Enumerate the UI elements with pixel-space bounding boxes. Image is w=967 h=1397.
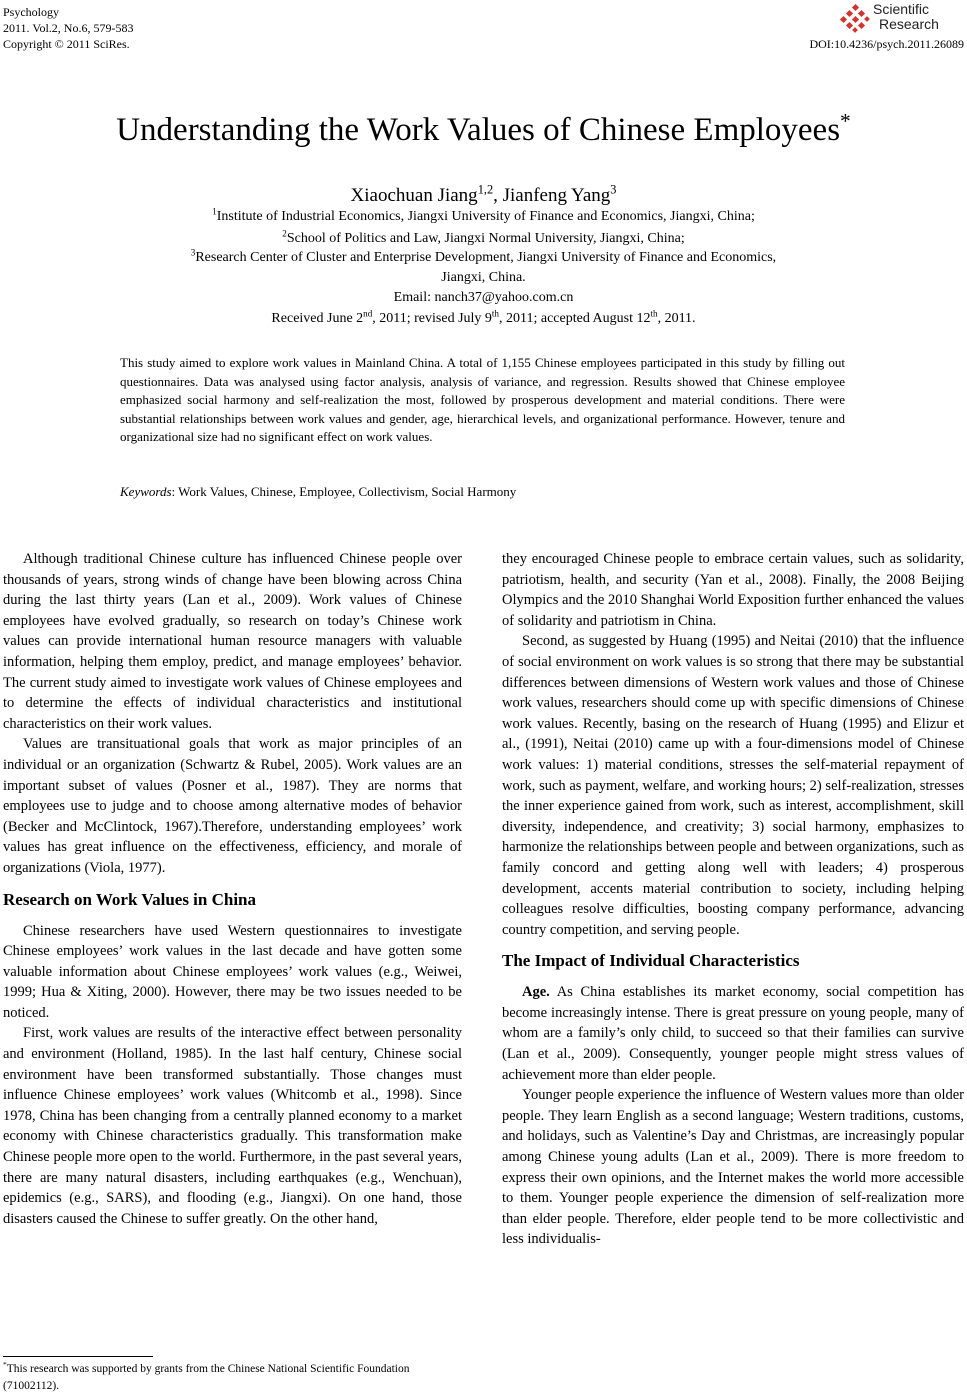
- footnote: *This research was supported by grants from the Chinese National Scientific Foundation (71002112).: [3, 1360, 410, 1392]
- paragraph: they encouraged Chinese people to embrace certain values, such as solidarity, patriotism, health, and security (Yan et al., 2008). Finally, the 2008 Beijing Olympics and the 2010 Shanghai World Exposition further enhanced the values of solidarity and patriotism in China.: [502, 551, 964, 629]
- paper-title: Understanding the Work Values of Chinese Employees*: [116, 109, 851, 148]
- email: Email: nanch37@yahoo.com.cn: [393, 290, 574, 305]
- received-dates: Received June 2nd, 2011; revised July 9th, 2011; accepted August 12th, 2011.: [271, 308, 696, 326]
- publisher-logo-icon: [839, 4, 871, 34]
- left-column: [3, 549, 462, 1229]
- right-column: [502, 549, 964, 1250]
- subheading-lead: Age.: [522, 984, 550, 1001]
- author-list: Xiaochuan Jiang$^{1,2}$, Jianfeng Yang$^3$: [350, 182, 617, 206]
- footnote-rule: [3, 1356, 153, 1357]
- affiliation-3: $^3$Research Center of Cluster and Enterprise Development, Jiangxi University of Finance and Economics,: [190, 247, 777, 265]
- paragraph: Although traditional Chinese culture has influenced Chinese people over thousands of years, strong winds of change have been blowing across China during the last thirty years (Lan et al., 2009). Work values of Chinese employees have evolved gradually, so research on today’s Chinese work values can provide international human resource managers with valuable information, helping them employ, predict, and manage employees’ behavior. The current study aimed to investigate work values of Chinese employees and to determine the effects of individual characteristics and institutional characteristics on their work values.: [3, 551, 462, 732]
- paragraph: First, work values are results of the interactive effect between personality and environment (Holland, 1985). In the last half century, Chinese social environment have been transformed substantially. Those changes must influence Chinese employees’ work values (Whitcomb et al., 1998). Since 1978, China has been changing from a centrally planned economy to a market economy with Chinese characteristics gradually. This transformation make Chinese people more open to the world. Furthermore, in the past several years, there are many natural disasters, including earthquakes (e.g., Wenchuan), epidemics (e.g., SARS), and flooding (e.g., Jiangxi). On one hand, those disasters caused the Chinese to suffer greatly. On the other hand,: [3, 1025, 462, 1227]
- keywords-label: Keywords: [120, 484, 172, 499]
- paragraph: Age. As China establishes its market economy, social competition has become increasingly intense. There is great pressure on young people, many of whom are a family’s only child, to succeed so that their families can survive (Lan et al., 2009). Consequently, younger people might stress values of achievement more than elder people.: [502, 984, 964, 1083]
- doi: DOI:10.4236/psych.2011.26089: [809, 37, 964, 51]
- section-heading: The Impact of Individual Characteristics: [502, 951, 800, 971]
- journal-name: Psychology: [3, 5, 60, 19]
- publisher-name: Scientific Research: [873, 1, 939, 32]
- paragraph: Chinese researchers have used Western questionnaires to investigate Chinese employees’ work values in the last decade and have gotten some valuable information about Chinese employees’ work values (e.g., Weiwei, 1999; Hua & Xiting, 2000). However, there may be two issues needed to be noticed.: [3, 922, 462, 1021]
- paragraph: Younger people experience the influence of Western values more than older people. They learn English as a second language; Western traditions, customs, and holidays, such as Valentine’s Day and Christmas, are increasingly popular among Chinese young adults (Lan et al., 2009). There is more freedom to express their own opinions, and the Internet makes the world more accessible to them. Younger people experience the dimension of self-realization more than elder people. Therefore, elder people tend to be more collectivistic and less individualis-: [502, 1087, 964, 1248]
- affiliation-2: $^2$School of Politics and Law, Jiangxi Normal University, Jiangxi, China;: [282, 228, 685, 246]
- paragraph: Second, as suggested by Huang (1995) and Neitai (2010) that the influence of social environment on work values is so strong that there may be substantial differences between dimensions of Western work values and those of Chinese work values, researchers should come up with specific dimensions of Chinese work values. Recently, basing on the research of Huang (1995) and Elizur et al., (1991), Neitai (2010) came up with a four-dimensions model of Chinese work values: 1) material conditions, stresses the self-material repayment of work, such as payment, welfare, and working hours; 2) self-realization, stresses the inner experience gained from work, such as interest, accomplishment, skill diversity, independence, and creativity; 3) social harmony, emphasizes to harmonize the relationships between people and between organizations, such as family concord and getting along well with leaders; 4) prosperous development, accents material contribution to society, including helping colleagues resolve difficulties, boosting company performance, advancing country competition, and serving people.: [502, 633, 964, 938]
- abstract: This study aimed to explore work values in Mainland China. A total of 1,155 Chinese employees participated in this study by filling out questionnaires. Data was analysed using factor analysis, analysis of variance, and regression. Results showed that Chinese employee emphasized social harmony and self-realization the most, followed by prosperous development and material conditions. There were substantial relationships between work values and gender, age, hierarchical levels, and organizational performance. However, tenure and organizational size had no significant effect on work values.: [120, 355, 845, 444]
- title-footnote-mark: *: [840, 109, 851, 133]
- keywords: Keywords: Work Values, Chinese, Employee, Collectivism, Social Harmony: [120, 484, 517, 499]
- publisher-logo: [839, 2, 964, 36]
- volume-info: 2011. Vol.2, No.6, 579-583: [3, 21, 134, 35]
- running-header: [3, 4, 133, 52]
- paragraph: Values are transituational goals that work as major principles of an individual or an organization (Schwartz & Rubel, 2005). Work values are an important subset of values (Posner et al., 1987). They are norms that employees use to judge and to choose among alternative modes of behavior (Becker and McClintock, 1967).Therefore, understanding employees’ work values has great influence on the effectiveness, efficiency, and morale of organizations (Viola, 1977).: [3, 736, 462, 876]
- affiliation-1: $^1$Institute of Industrial Economics, Jiangxi University of Finance and Economics, Jiangxi, China;: [212, 206, 755, 224]
- section-heading: Research on Work Values in China: [3, 889, 257, 909]
- affiliation-3-cont: Jiangxi, China.: [441, 270, 526, 285]
- copyright: Copyright © 2011 SciRes.: [3, 37, 130, 51]
